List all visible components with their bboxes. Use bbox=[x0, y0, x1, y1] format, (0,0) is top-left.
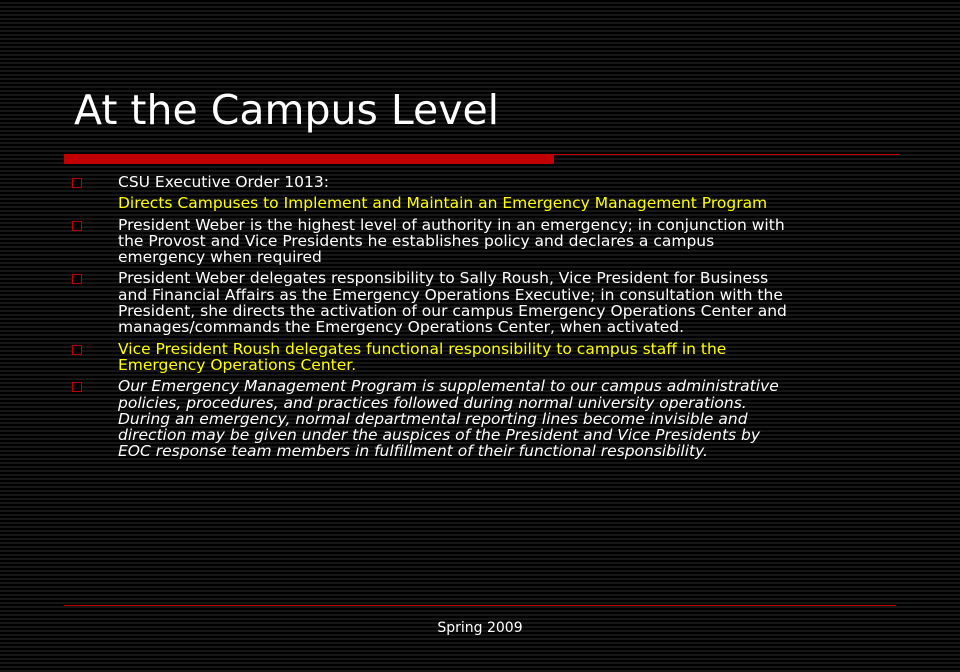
bullet-item-program-supplemental bbox=[70, 378, 790, 459]
bullet-item-delegation-roush bbox=[70, 270, 790, 335]
title-underline-bar bbox=[64, 154, 554, 164]
square-bullet-icon bbox=[72, 345, 82, 355]
slide-body bbox=[70, 174, 790, 460]
square-bullet-icon bbox=[72, 221, 82, 231]
bullet-item-executive-order bbox=[70, 174, 790, 190]
square-bullet-icon bbox=[72, 274, 82, 284]
footer-divider-line bbox=[64, 605, 896, 606]
bullet-text: Vice President Roush delegates functional responsibility to campus staff in the Emergency Operations Center. bbox=[118, 339, 727, 374]
bullet-item-functional-responsibility bbox=[70, 341, 790, 374]
slide-title: At the Campus Level bbox=[74, 86, 500, 134]
square-bullet-icon bbox=[72, 178, 82, 188]
slide-footer-date: Spring 2009 bbox=[437, 620, 523, 636]
title-divider-line bbox=[554, 154, 900, 155]
bullet-text: President Weber is the highest level of authority in an emergency; in conjunction with the Provost and Vice Presidents he establishes policy and declares a campus emergency when required bbox=[118, 215, 785, 267]
bullet-item-president-authority bbox=[70, 217, 790, 266]
bullet-text: President Weber delegates responsibility to Sally Roush, Vice President for Business and Financial Affairs as the Emergency Operations Executive; in consultation with the President, she directs the activation of our campus Emergency Operations Center and manages/commands the Emergency Operations Center, when activated. bbox=[118, 269, 787, 337]
square-bullet-icon bbox=[72, 382, 82, 392]
bullet-text: CSU Executive Order 1013: bbox=[118, 173, 329, 191]
bullet-text: Our Emergency Management Program is supplemental to our campus administrative policies, procedures, and practices followed during normal university operations. During an emergency, normal departmental reporting lines become invisible and direction may be given under the auspices of the President and Vice Presidents by EOC response team members in fulfillment of their functional responsibility. bbox=[118, 377, 779, 461]
sub-bullet-directs-campuses: Directs Campuses to Implement and Maintain an Emergency Management Program bbox=[118, 194, 768, 213]
